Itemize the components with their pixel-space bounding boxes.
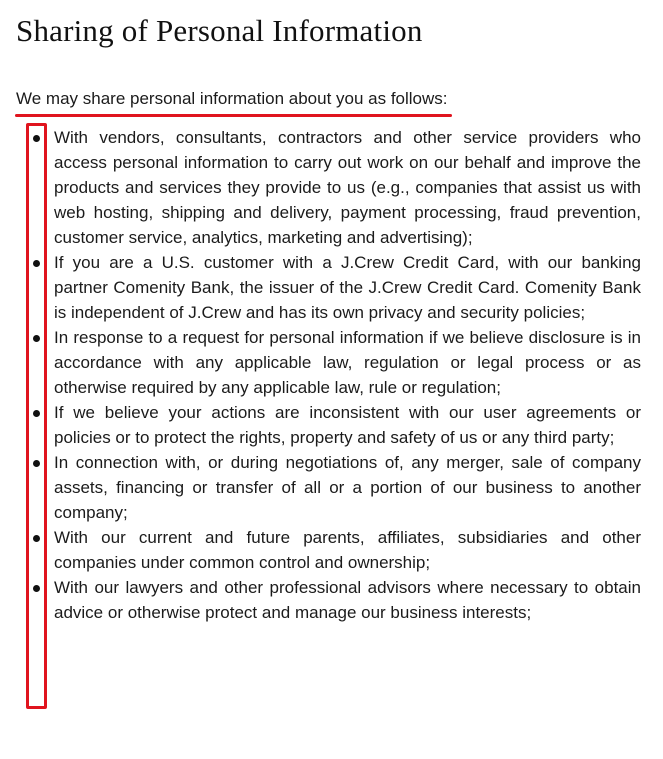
bullet-icon (33, 335, 40, 342)
sharing-list-wrap (16, 123, 641, 625)
list-item (16, 325, 641, 400)
list-item-text: With vendors, consultants, contractors and other service providers who access personal information to carry out work on our behalf and improve the products and services they provide to us (e.g., companies that assist us with web hosting, shipping and delivery, payment processing, fraud prevention, customer service, analytics, marketing and advertising); (54, 128, 641, 247)
list-item (16, 250, 641, 325)
list-item (16, 123, 641, 250)
list-item (16, 450, 641, 525)
list-item-text: With our current and future parents, affiliates, subsidiaries and other companies under common control and ownership; (54, 528, 641, 572)
intro-wrap (16, 88, 450, 110)
list-item-text: If we believe your actions are inconsistent with our user agreements or policies or to protect the rights, property and safety of us or any third party; (54, 403, 641, 447)
list-item (16, 400, 641, 450)
list-item-text: If you are a U.S. customer with a J.Crew Credit Card, with our banking partner Comenity Bank, the issuer of the J.Crew Credit Card. Comenity Bank is independent of J.Crew and has its own privacy and security policies; (54, 253, 641, 322)
bullet-icon (33, 135, 40, 142)
bullet-icon (33, 535, 40, 542)
list-item-text: With our lawyers and other professional advisors where necessary to obtain advice or otherwise protect and manage our business interests; (54, 578, 641, 622)
bullet-icon (33, 410, 40, 417)
document-page (16, 0, 641, 625)
list-item (16, 575, 641, 625)
bullet-icon (33, 260, 40, 267)
bullet-icon (33, 460, 40, 467)
intro-sentence: We may share personal information about you as follows: (16, 89, 448, 108)
list-item-text: In connection with, or during negotiations of, any merger, sale of company assets, financing or transfer of all or a portion of our business to another company; (54, 453, 641, 522)
list-item-text: In response to a request for personal information if we believe disclosure is in accordance with any applicable law, regulation or legal process or as otherwise required by any applicable law, rule or regulation; (54, 328, 641, 397)
sharing-list (16, 123, 641, 625)
bullet-icon (33, 585, 40, 592)
list-item (16, 525, 641, 575)
intro-underline-annotation (15, 114, 452, 117)
section-heading: Sharing of Personal Information (16, 13, 423, 48)
